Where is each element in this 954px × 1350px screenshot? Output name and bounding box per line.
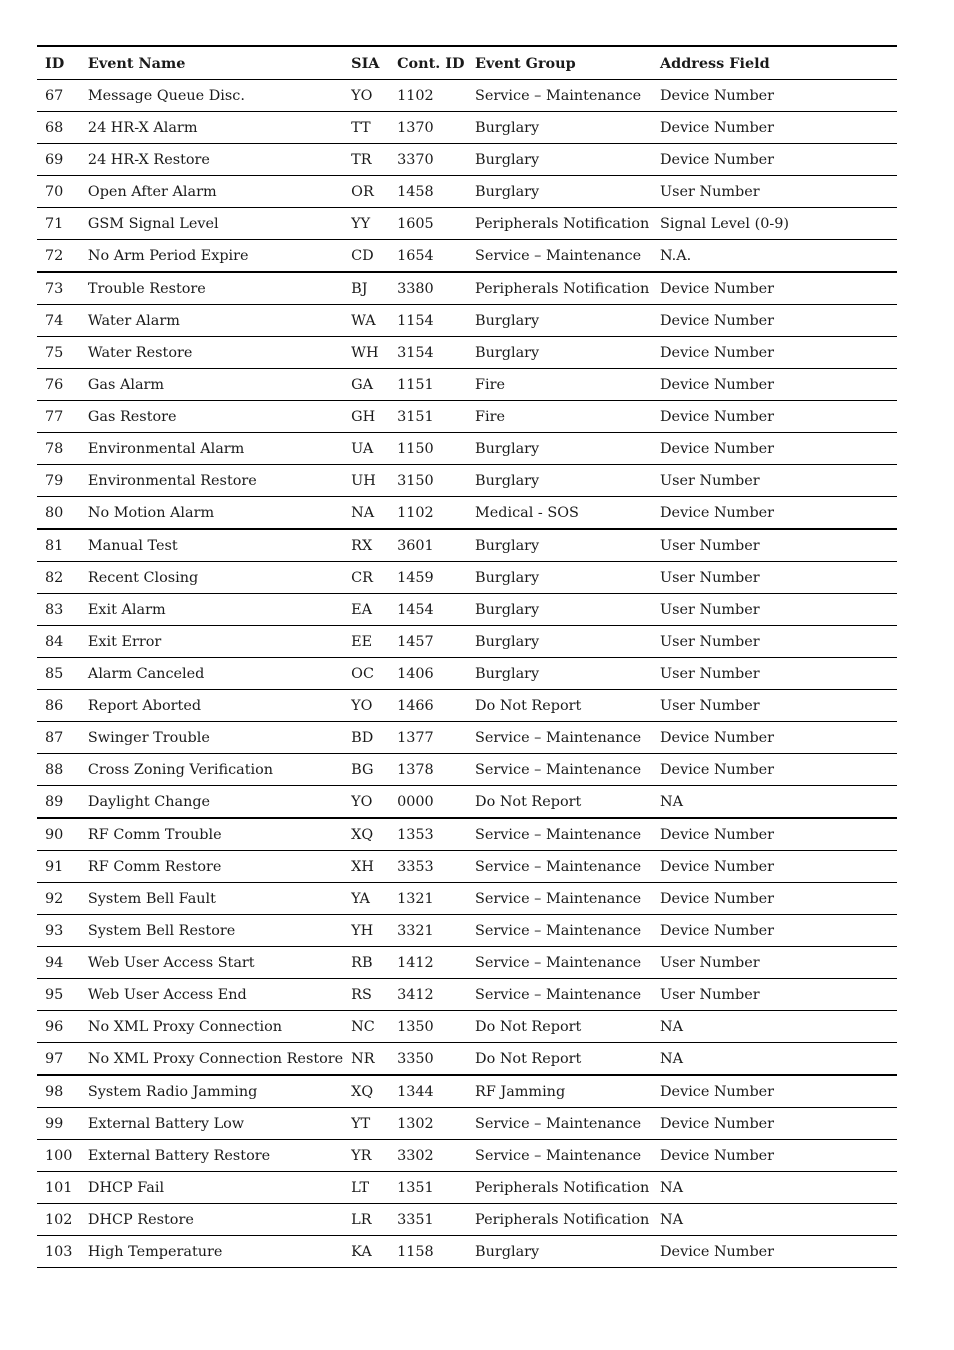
cell-event-name: Water Alarm [80,305,343,337]
cell-event-name: No Motion Alarm [80,497,343,530]
cell-sia: LT [343,1172,389,1204]
cell-event-group: Peripherals Notification [467,1204,652,1236]
cell-event-group: Service – Maintenance [467,754,652,786]
cell-sia: XQ [343,818,389,851]
table-row [37,369,897,401]
header-sia: SIA [343,46,389,80]
cell-address-field: Signal Level (0-9) [652,208,897,240]
cell-address-field: NA [652,1172,897,1204]
cell-address-field: User Number [652,947,897,979]
cell-address-field: User Number [652,626,897,658]
cell-event-group: Burglary [467,433,652,465]
cell-event-name: Environmental Alarm [80,433,343,465]
cell-id: 90 [37,818,80,851]
cell-event-group: Service – Maintenance [467,979,652,1011]
cell-sia: OC [343,658,389,690]
cell-event-name: Environmental Restore [80,465,343,497]
cell-id: 102 [37,1204,80,1236]
cell-sia: YO [343,80,389,112]
cell-id: 70 [37,176,80,208]
header-cont-id: Cont. ID [389,46,467,80]
cell-address-field: Device Number [652,369,897,401]
cell-event-group: Burglary [467,594,652,626]
table-row [37,80,897,112]
table-row [37,112,897,144]
cell-cont-id: 3353 [389,851,467,883]
cell-event-group: Do Not Report [467,1043,652,1076]
cell-address-field: Device Number [652,305,897,337]
cell-address-field: User Number [652,562,897,594]
cell-sia: NA [343,497,389,530]
cell-event-group: Do Not Report [467,690,652,722]
cell-id: 103 [37,1236,80,1268]
header-row [37,46,897,80]
cell-address-field: User Number [652,690,897,722]
cell-event-group: Burglary [467,465,652,497]
cell-id: 75 [37,337,80,369]
table-row [37,337,897,369]
cell-address-field: NA [652,786,897,819]
cell-event-group: Service – Maintenance [467,883,652,915]
cell-address-field: Device Number [652,1140,897,1172]
table-row [37,658,897,690]
cell-sia: WH [343,337,389,369]
cell-event-name: 24 HR-X Alarm [80,112,343,144]
cell-id: 92 [37,883,80,915]
cell-event-group: Medical - SOS [467,497,652,530]
cell-event-group: Burglary [467,529,652,562]
cell-event-name: RF Comm Restore [80,851,343,883]
cell-event-group: Service – Maintenance [467,1108,652,1140]
cell-id: 74 [37,305,80,337]
cell-event-name: No XML Proxy Connection Restore [80,1043,343,1076]
cell-id: 81 [37,529,80,562]
table-row [37,401,897,433]
cell-id: 87 [37,722,80,754]
cell-address-field: Device Number [652,144,897,176]
cell-id: 101 [37,1172,80,1204]
table-row [37,1236,897,1268]
table-row [37,272,897,305]
cell-id: 67 [37,80,80,112]
cell-sia: TR [343,144,389,176]
cell-sia: LR [343,1204,389,1236]
cell-address-field: NA [652,1043,897,1076]
cell-id: 71 [37,208,80,240]
cell-event-group: Peripherals Notification [467,272,652,305]
cell-sia: YO [343,786,389,819]
cell-event-group: Burglary [467,1236,652,1268]
table-row [37,176,897,208]
cell-cont-id: 3154 [389,337,467,369]
cell-sia: RB [343,947,389,979]
cell-cont-id: 3150 [389,465,467,497]
cell-event-name: RF Comm Trouble [80,818,343,851]
cell-cont-id: 1150 [389,433,467,465]
table-row [37,433,897,465]
cell-event-group: Peripherals Notification [467,1172,652,1204]
cell-event-group: Service – Maintenance [467,240,652,273]
cell-cont-id: 1151 [389,369,467,401]
table-row [37,562,897,594]
cell-event-group: Burglary [467,305,652,337]
cell-event-name: No Arm Period Expire [80,240,343,273]
cell-sia: YA [343,883,389,915]
cell-event-name: Cross Zoning Verification [80,754,343,786]
cell-id: 93 [37,915,80,947]
cell-cont-id: 1351 [389,1172,467,1204]
cell-event-name: System Radio Jamming [80,1075,343,1108]
cell-event-name: External Battery Low [80,1108,343,1140]
cell-event-group: Fire [467,369,652,401]
cell-event-name: Open After Alarm [80,176,343,208]
cell-event-group: Burglary [467,337,652,369]
cell-id: 97 [37,1043,80,1076]
table-row [37,722,897,754]
cell-cont-id: 1412 [389,947,467,979]
cell-address-field: NA [652,1011,897,1043]
table-row [37,305,897,337]
cell-address-field: NA [652,1204,897,1236]
table-row [37,1043,897,1076]
cell-id: 73 [37,272,80,305]
cell-cont-id: 1406 [389,658,467,690]
cell-id: 72 [37,240,80,273]
cell-sia: TT [343,112,389,144]
table-row [37,497,897,530]
cell-event-name: External Battery Restore [80,1140,343,1172]
cell-id: 86 [37,690,80,722]
cell-id: 99 [37,1108,80,1140]
cell-event-name: Water Restore [80,337,343,369]
cell-cont-id: 1454 [389,594,467,626]
cell-event-name: Web User Access Start [80,947,343,979]
cell-sia: EA [343,594,389,626]
cell-cont-id: 1353 [389,818,467,851]
table-row [37,144,897,176]
cell-event-group: Service – Maintenance [467,722,652,754]
cell-event-name: Exit Alarm [80,594,343,626]
table-row [37,1204,897,1236]
cell-cont-id: 3412 [389,979,467,1011]
cell-cont-id: 1158 [389,1236,467,1268]
cell-cont-id: 1378 [389,754,467,786]
cell-event-name: Message Queue Disc. [80,80,343,112]
cell-event-group: Peripherals Notification [467,208,652,240]
cell-cont-id: 1377 [389,722,467,754]
table-body [37,80,897,1268]
cell-event-group: Burglary [467,144,652,176]
cell-address-field: Device Number [652,883,897,915]
table-row [37,1140,897,1172]
cell-address-field: Device Number [652,497,897,530]
cell-event-group: Service – Maintenance [467,947,652,979]
cell-address-field: Device Number [652,272,897,305]
table-row [37,529,897,562]
cell-sia: UH [343,465,389,497]
cell-id: 82 [37,562,80,594]
cell-address-field: User Number [652,658,897,690]
cell-event-name: Trouble Restore [80,272,343,305]
cell-cont-id: 1154 [389,305,467,337]
cell-cont-id: 0000 [389,786,467,819]
cell-cont-id: 1102 [389,80,467,112]
cell-cont-id: 1457 [389,626,467,658]
cell-id: 100 [37,1140,80,1172]
event-table [37,45,897,1268]
cell-address-field: Device Number [652,851,897,883]
table-row [37,915,897,947]
cell-cont-id: 1350 [389,1011,467,1043]
cell-address-field: Device Number [652,1075,897,1108]
cell-address-field: Device Number [652,112,897,144]
cell-event-name: Daylight Change [80,786,343,819]
cell-sia: XH [343,851,389,883]
cell-id: 95 [37,979,80,1011]
table-row [37,690,897,722]
cell-event-group: Service – Maintenance [467,1140,652,1172]
cell-cont-id: 1654 [389,240,467,273]
cell-id: 94 [37,947,80,979]
cell-cont-id: 1370 [389,112,467,144]
cell-event-name: Report Aborted [80,690,343,722]
cell-id: 77 [37,401,80,433]
cell-sia: XQ [343,1075,389,1108]
cell-sia: CD [343,240,389,273]
table-row [37,883,897,915]
cell-address-field: Device Number [652,818,897,851]
cell-address-field: Device Number [652,915,897,947]
cell-sia: YO [343,690,389,722]
cell-event-group: Service – Maintenance [467,851,652,883]
cell-event-name: Gas Alarm [80,369,343,401]
cell-address-field: Device Number [652,722,897,754]
cell-sia: RS [343,979,389,1011]
cell-event-name: System Bell Fault [80,883,343,915]
cell-cont-id: 3380 [389,272,467,305]
cell-event-group: Burglary [467,658,652,690]
cell-cont-id: 1458 [389,176,467,208]
table-row [37,1172,897,1204]
cell-sia: GH [343,401,389,433]
table-row [37,208,897,240]
cell-cont-id: 1321 [389,883,467,915]
cell-event-group: Burglary [467,112,652,144]
cell-id: 98 [37,1075,80,1108]
cell-id: 78 [37,433,80,465]
cell-address-field: Device Number [652,337,897,369]
cell-address-field: Device Number [652,1236,897,1268]
cell-id: 69 [37,144,80,176]
cell-event-name: 24 HR-X Restore [80,144,343,176]
cell-address-field: Device Number [652,433,897,465]
cell-id: 79 [37,465,80,497]
cell-event-group: Do Not Report [467,786,652,819]
cell-address-field: User Number [652,979,897,1011]
cell-cont-id: 3302 [389,1140,467,1172]
cell-event-name: DHCP Fail [80,1172,343,1204]
cell-address-field: Device Number [652,1108,897,1140]
cell-event-group: Burglary [467,562,652,594]
cell-id: 84 [37,626,80,658]
table-row [37,1011,897,1043]
cell-event-group: RF Jamming [467,1075,652,1108]
cell-id: 68 [37,112,80,144]
header-event-group: Event Group [467,46,652,80]
header-address-field: Address Field [652,46,897,80]
cell-event-group: Service – Maintenance [467,915,652,947]
cell-id: 89 [37,786,80,819]
cell-id: 88 [37,754,80,786]
cell-sia: BD [343,722,389,754]
table-row [37,754,897,786]
table-row [37,979,897,1011]
cell-sia: EE [343,626,389,658]
cell-event-group: Burglary [467,626,652,658]
cell-event-name: GSM Signal Level [80,208,343,240]
cell-cont-id: 1466 [389,690,467,722]
cell-sia: KA [343,1236,389,1268]
header-event-name: Event Name [80,46,343,80]
cell-cont-id: 3321 [389,915,467,947]
cell-sia: NR [343,1043,389,1076]
cell-sia: NC [343,1011,389,1043]
cell-event-name: No XML Proxy Connection [80,1011,343,1043]
cell-address-field: User Number [652,594,897,626]
cell-cont-id: 1302 [389,1108,467,1140]
cell-id: 80 [37,497,80,530]
cell-cont-id: 3351 [389,1204,467,1236]
cell-sia: YY [343,208,389,240]
cell-cont-id: 3350 [389,1043,467,1076]
cell-sia: YH [343,915,389,947]
cell-event-name: Web User Access End [80,979,343,1011]
cell-sia: YT [343,1108,389,1140]
table-row [37,1108,897,1140]
cell-id: 76 [37,369,80,401]
table-row [37,818,897,851]
cell-cont-id: 3151 [389,401,467,433]
table-row [37,240,897,273]
cell-event-name: Manual Test [80,529,343,562]
table-row [37,851,897,883]
cell-id: 96 [37,1011,80,1043]
cell-event-group: Do Not Report [467,1011,652,1043]
cell-sia: CR [343,562,389,594]
cell-sia: OR [343,176,389,208]
cell-cont-id: 1344 [389,1075,467,1108]
cell-sia: GA [343,369,389,401]
cell-cont-id: 1459 [389,562,467,594]
cell-cont-id: 3370 [389,144,467,176]
cell-address-field: User Number [652,529,897,562]
cell-sia: RX [343,529,389,562]
header-id: ID [37,46,80,80]
table-row [37,1075,897,1108]
cell-address-field: User Number [652,465,897,497]
cell-event-name: Alarm Canceled [80,658,343,690]
cell-address-field: Device Number [652,401,897,433]
cell-address-field: Device Number [652,80,897,112]
cell-event-name: Exit Error [80,626,343,658]
table-row [37,626,897,658]
cell-event-name: Recent Closing [80,562,343,594]
cell-sia: UA [343,433,389,465]
cell-cont-id: 1102 [389,497,467,530]
cell-sia: BG [343,754,389,786]
table-row [37,947,897,979]
cell-event-name: Gas Restore [80,401,343,433]
cell-event-name: High Temperature [80,1236,343,1268]
cell-event-group: Burglary [467,176,652,208]
cell-event-group: Fire [467,401,652,433]
table-row [37,594,897,626]
cell-address-field: N.A. [652,240,897,273]
cell-sia: WA [343,305,389,337]
cell-event-group: Service – Maintenance [467,80,652,112]
cell-sia: BJ [343,272,389,305]
cell-cont-id: 1605 [389,208,467,240]
table-row [37,465,897,497]
cell-event-name: System Bell Restore [80,915,343,947]
cell-id: 91 [37,851,80,883]
cell-id: 83 [37,594,80,626]
cell-event-name: Swinger Trouble [80,722,343,754]
cell-cont-id: 3601 [389,529,467,562]
cell-event-group: Service – Maintenance [467,818,652,851]
cell-address-field: User Number [652,176,897,208]
cell-address-field: Device Number [652,754,897,786]
table-row [37,786,897,819]
cell-id: 85 [37,658,80,690]
cell-event-name: DHCP Restore [80,1204,343,1236]
cell-sia: YR [343,1140,389,1172]
